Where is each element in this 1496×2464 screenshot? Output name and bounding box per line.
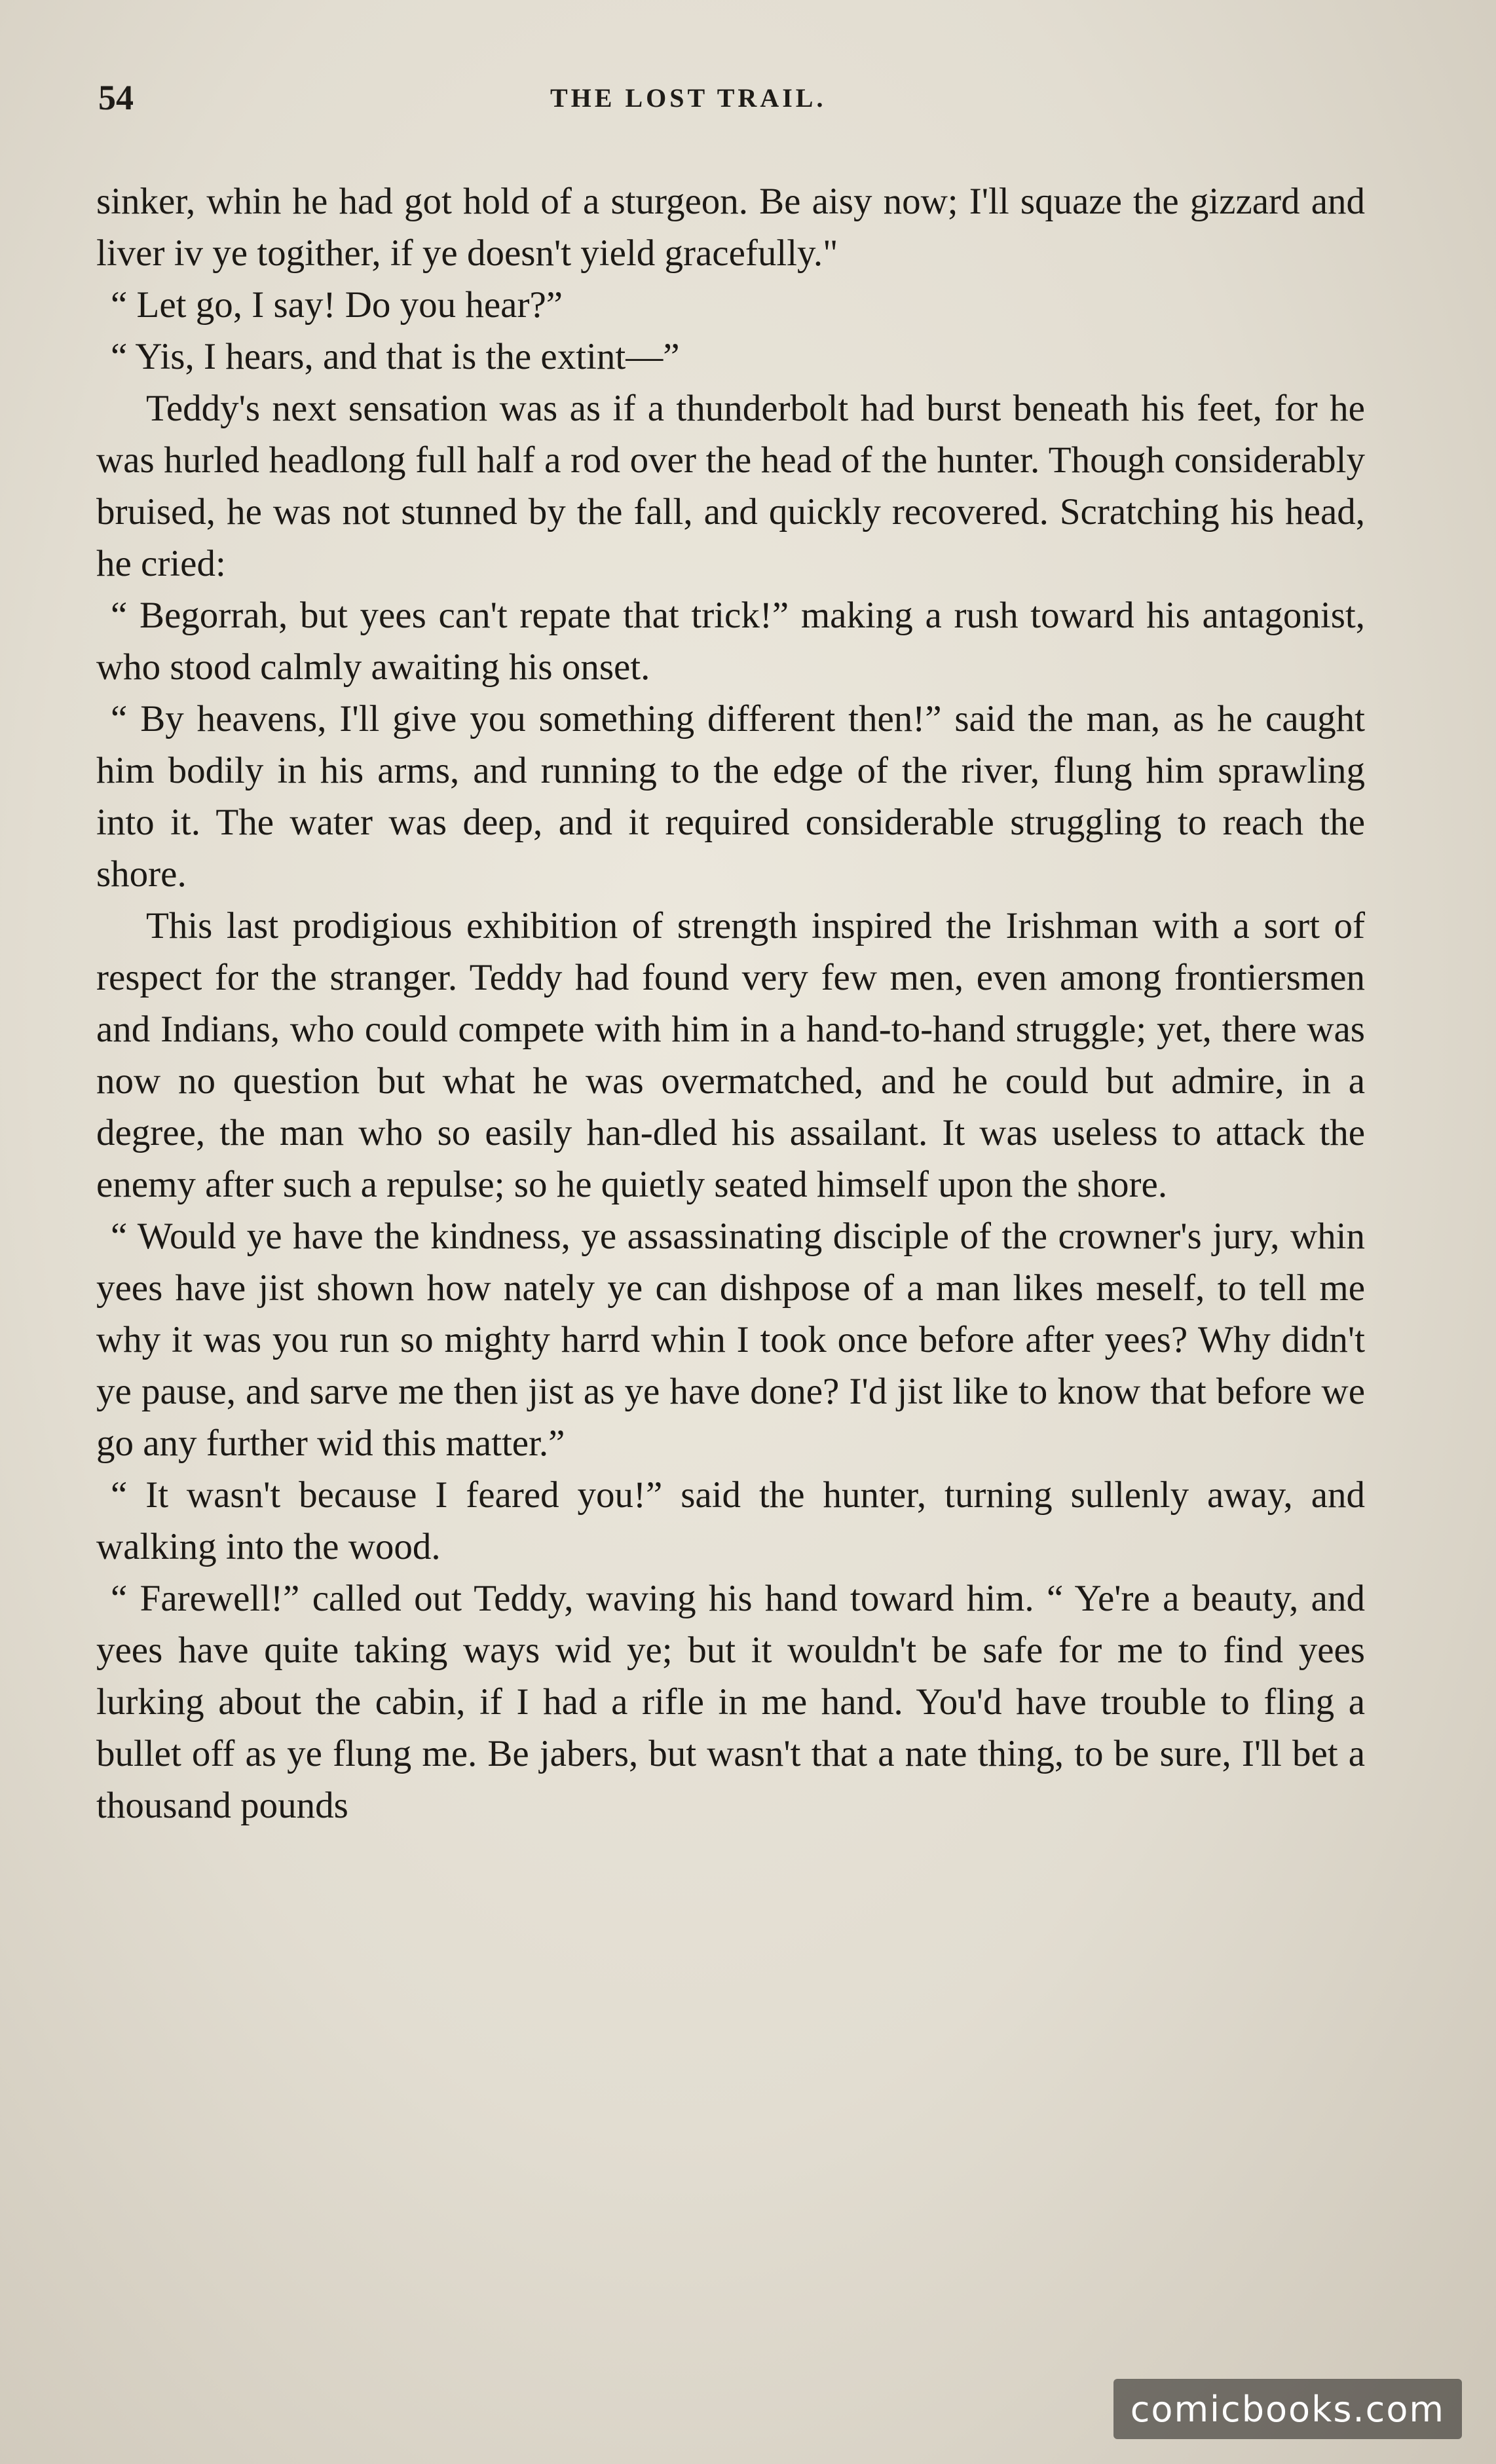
paragraph: “ Begorrah, but yees can't repate that trick!” making a rush toward his antagonist, who stood calmly awaiting his onset. (96, 595, 1365, 688)
page-number: 54 (98, 78, 134, 117)
paragraph: Teddy's next sensation was as if a thunderbolt had burst beneath his feet, for he was hurled headlong full half a rod over the head of the hunter. Though considerably bruised, he was not stunned by the fall, and quickly recovered. Scratching his head, he cried: (96, 388, 1365, 584)
paragraph: “ Would ye have the kindness, ye assassinating disciple of the crowner's jury, whin yees have jist shown how nately ye can dishpose of a man likes meself, to tell me why it was you run so mighty harrd whin I took once before after yees? Why didn't ye pause, and sarve me then jist as ye have done? I'd jist like to know that before we go any further wid this matter.” (96, 1216, 1365, 1464)
running-head (98, 77, 1398, 130)
book-title: THE LOST TRAIL. (550, 83, 827, 113)
watermark-logo: comicbooks.com (1113, 2379, 1462, 2439)
paragraph: “ Farewell!” called out Teddy, waving his hand toward him. “ Ye're a beauty, and yees have quite taking ways wid ye; but it wouldn't be safe for me to find yees lurking about the cabin, if I had a rifle in me hand. You'd have trouble to fling a bullet off as ye flung me. Be jabers, but wasn't that a nate thing, to be sure, I'll bet a thousand pounds (96, 1578, 1365, 1826)
paragraph: “ Let go, I say! Do you hear?” (111, 284, 563, 326)
paragraph: “ Yis, I hears, and that is the extint—” (111, 336, 680, 377)
paragraph: This last prodigious exhibition of strength inspired the Irishman with a sort of respect for the stranger. Teddy had found very few men, even among frontiersmen and Indians, who could compete with him in a hand-to-hand struggle; yet, there was now no question but what he was overmatched, and he could but admire, in a degree, the man who so easily han-dled his assailant. It was useless to attack the enemy after such a repulse; so he quietly seated himself upon the shore. (96, 905, 1365, 1205)
paragraph: “ It wasn't because I feared you!” said the hunter, turning sullenly away, and walking into the wood. (96, 1474, 1365, 1567)
paragraph: “ By heavens, I'll give you something different then!” said the man, as he caught him bodily in his arms, and running to the edge of the river, flung him sprawling into it. The water was deep, and it required considerable struggling to reach the shore. (96, 698, 1365, 895)
paragraph: sinker, whin he had got hold of a sturgeon. Be aisy now; I'll squaze the gizzard and liver iv ye togither, if ye doesn't yield gracefully." (96, 181, 1365, 274)
body-text (96, 176, 1365, 1831)
